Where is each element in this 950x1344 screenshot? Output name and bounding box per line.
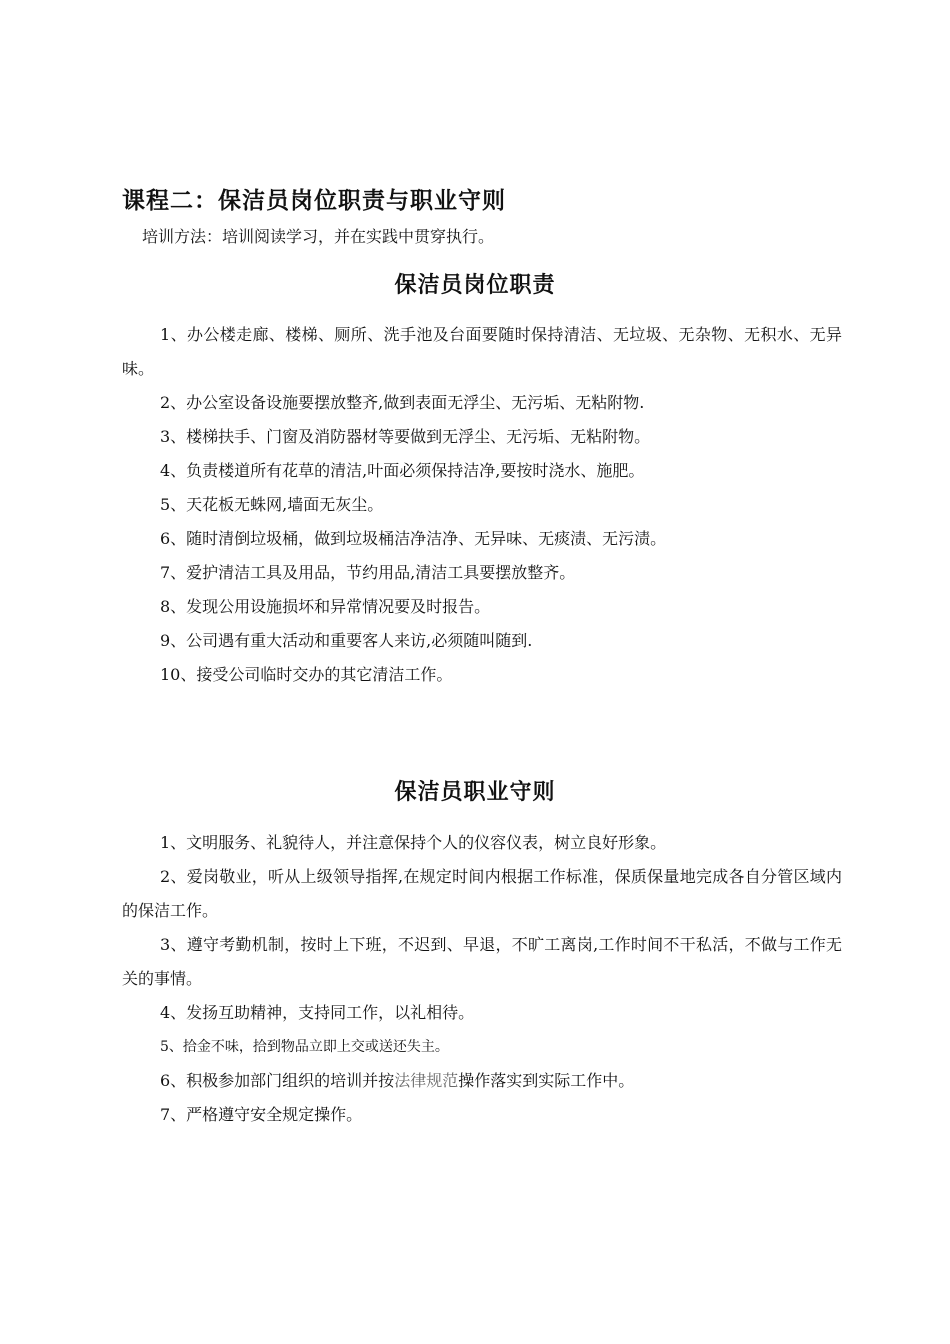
section-title-duties: 保洁员岗位职责 xyxy=(394,273,556,298)
list-item-text-after: 操作落实到实际工作中。 xyxy=(458,1071,635,1090)
legal-norms-link[interactable]: 法律规范 xyxy=(394,1071,459,1090)
list-item: 4、负责楼道所有花草的清洁,叶面必须保持洁净,要按时浇水、施肥。 xyxy=(160,461,645,480)
list-item: 5、天花板无蛛网,墙面无灰尘。 xyxy=(160,495,384,514)
section-title-code-of-conduct: 保洁员职业守则 xyxy=(394,780,556,805)
list-item: 5、拾金不味，拾到物品立即上交或送还失主。 xyxy=(160,1039,449,1055)
list-item: 2、爱岗敬业，听从上级领导指挥,在规定时间内根据工作标准，保质保量地完成各自分管区域内的保洁工作。 xyxy=(122,867,842,920)
list-item: 1、文明服务、礼貌待人，并注意保持个人的仪容仪表，树立良好形象。 xyxy=(160,833,667,852)
list-item: 6、随时清倒垃圾桶，做到垃圾桶洁净洁净、无异味、无痰渍、无污渍。 xyxy=(160,529,667,548)
list-item: 10、接受公司临时交办的其它清洁工作。 xyxy=(160,665,453,684)
list-item: 9、公司遇有重大活动和重要客人来访,必须随叫随到. xyxy=(160,631,533,650)
list-item: 8、发现公用设施损坏和异常情况要及时报告。 xyxy=(160,597,491,616)
list-item: 2、办公室设备设施要摆放整齐,做到表面无浮尘、无污垢、无粘附物. xyxy=(160,393,645,412)
list-item: 3、楼梯扶手、门窗及消防器材等要做到无浮尘、无污垢、无粘附物。 xyxy=(160,427,651,446)
list-item: 4、发扬互助精神，支持同工作，以礼相待。 xyxy=(160,1003,475,1022)
code-of-conduct-list xyxy=(122,826,842,1132)
list-item: 1、办公楼走廊、楼梯、厕所、洗手池及台面要随时保持清洁、无垃圾、无杂物、无积水、无异味。 xyxy=(122,325,842,378)
duties-list xyxy=(122,318,842,692)
list-item: 7、严格遵守安全规定操作。 xyxy=(160,1105,363,1124)
list-item: 7、爱护清洁工具及用品，节约用品,清洁工具要摆放整齐。 xyxy=(160,563,576,582)
list-item-text-before: 6、积极参加部门组织的培训并按 xyxy=(160,1071,395,1090)
training-method-text: 培训方法：培训阅读学习，并在实践中贯穿执行。 xyxy=(142,227,495,246)
list-item xyxy=(122,1064,842,1098)
course-title: 课程二：保洁员岗位职责与职业守则 xyxy=(122,188,506,214)
list-item: 3、遵守考勤机制，按时上下班，不迟到、早退，不旷工离岗,工作时间不干私活，不做与工作无关的事情。 xyxy=(122,935,842,988)
